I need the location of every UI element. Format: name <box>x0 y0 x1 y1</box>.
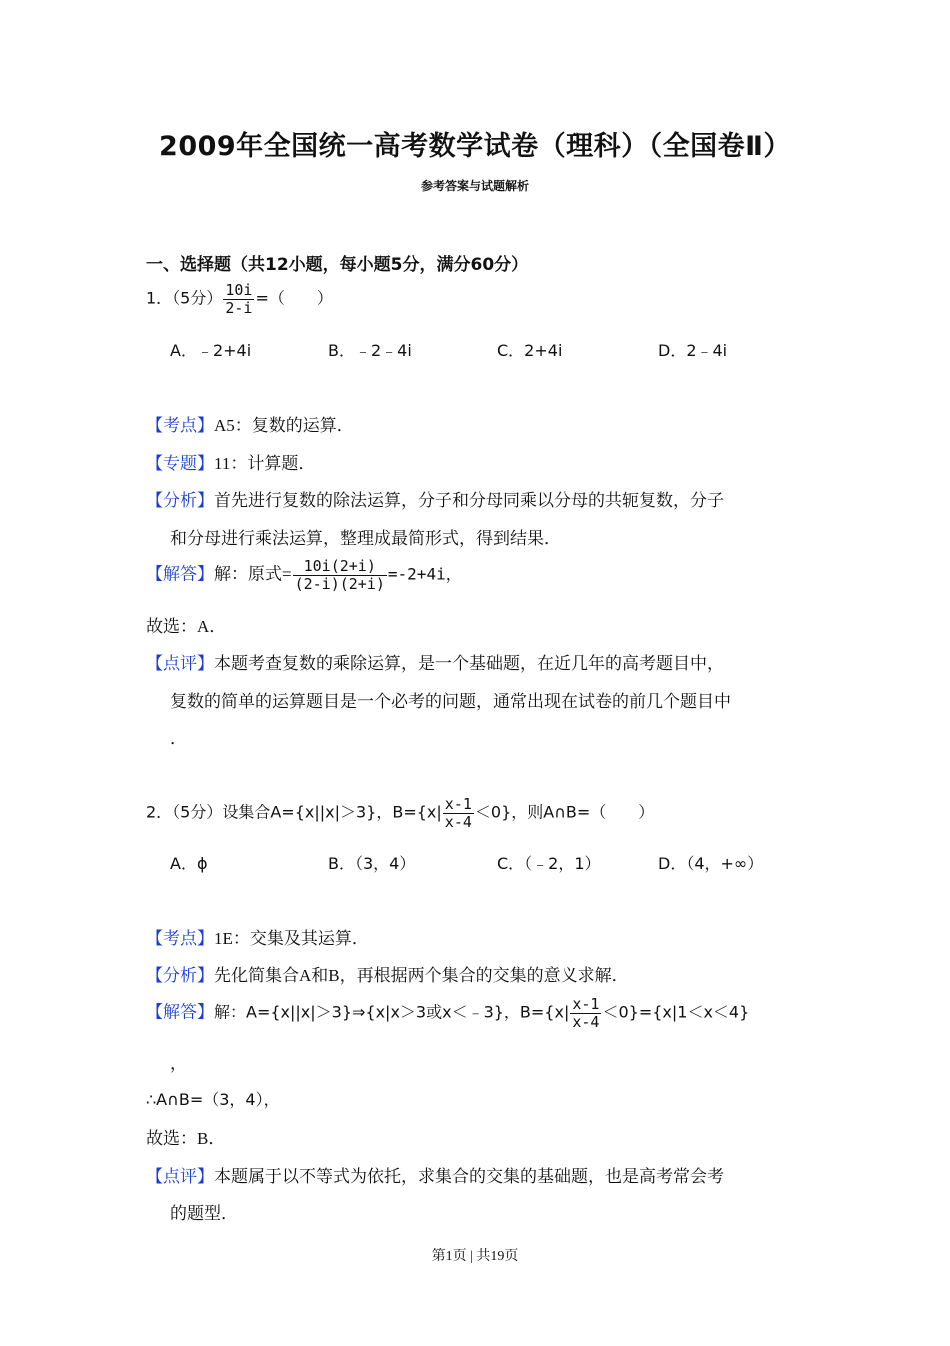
q2-jieda-fraction-den: x-4 <box>572 1013 600 1031</box>
q1-jieda-fraction-den: (2-i)(2+i) <box>294 575 385 593</box>
question-2-fraction-num: x-1 <box>444 795 472 813</box>
question-2-suffix: ＜0}，则A∩B=（ ） <box>474 802 655 822</box>
page-footer: 第1页 | 共19页 <box>431 1249 519 1264</box>
q1-kaodian-text: A5：复数的运算． <box>214 416 354 435</box>
q2-jieda-suffix: ＜0}={x|1＜x＜4} <box>602 1002 750 1022</box>
q1-fenxi-line-1: 首先进行复数的除法运算，分子和分母同乘以分母的共轭复数，分子 <box>214 491 724 510</box>
question-1-option-c: C．2+4i <box>497 341 563 360</box>
q2-fenxi-text: 先化简集合A和B，再根据两个集合的交集的意义求解． <box>214 966 629 985</box>
question-2-fraction <box>443 796 474 831</box>
q1-kaodian <box>146 411 354 436</box>
question-1-prefix: 1．（5分） <box>146 288 223 308</box>
question-1-fraction-num: 10i <box>225 281 253 299</box>
q1-jieda <box>146 558 462 593</box>
question-2-fraction-den: x-4 <box>444 813 472 831</box>
q1-dianping-tag: 【点评】 <box>146 654 214 673</box>
page-subtitle: 参考答案与试题解析 <box>420 179 529 193</box>
q2-fenxi-tag: 【分析】 <box>146 966 214 985</box>
q2-dianping-line-2: 的题型． <box>170 1204 238 1223</box>
q1-jieda-suffix: =-2+4i， <box>387 564 462 584</box>
question-1-suffix: =（ ） <box>255 288 333 308</box>
section-heading: 一、选择题（共12小题，每小题5分，满分60分） <box>146 255 529 275</box>
q1-jieda-tag: 【解答】 <box>146 564 214 584</box>
q2-jieda-tag: 【解答】 <box>146 1002 214 1022</box>
q2-dianping <box>146 1162 724 1187</box>
q1-jieda-fraction-num: 10i(2+i) <box>293 558 387 576</box>
question-2-prefix: 2．（5分）设集合A={x||x|＞3}，B={x| <box>146 802 442 822</box>
question-2-option-d: D．（4，+∞） <box>658 854 764 873</box>
q1-jieda-fraction <box>293 558 387 593</box>
q1-fenxi <box>146 486 724 511</box>
question-2-option-c: C．（﹣2，1） <box>497 854 601 873</box>
q1-zhuanti <box>146 449 315 474</box>
question-1-fraction-den: 2-i <box>225 299 253 317</box>
q2-kaodian-tag: 【考点】 <box>146 929 214 948</box>
question-1-stem <box>146 282 333 317</box>
q2-jieda-fraction-num: x-1 <box>572 995 600 1013</box>
page-title: 2009年全国统一高考数学试卷（理科）（全国卷Ⅱ） <box>159 131 791 162</box>
q2-guxuan: 故选：B． <box>146 1129 226 1148</box>
question-1-option-a: A．﹣2+4i <box>170 341 252 360</box>
q1-dianping-line-1: 本题考查复数的乘除运算，是一个基础题，在近几年的高考题目中， <box>214 654 724 673</box>
q2-jieda-fraction <box>570 996 601 1031</box>
q2-dianping-line-1: 本题属于以不等式为依托，求集合的交集的基础题，也是高考常会考 <box>214 1167 724 1186</box>
q1-dianping <box>146 649 724 674</box>
question-1-option-d: D．2﹣4i <box>658 341 728 360</box>
q2-jieda <box>146 996 749 1031</box>
q1-kaodian-tag: 【考点】 <box>146 416 214 435</box>
q1-fenxi-line-2: 和分母进行乘法运算，整理成最简形式，得到结果． <box>170 529 561 548</box>
q1-zhuanti-tag: 【专题】 <box>146 454 214 473</box>
q1-zhuanti-text: 11：计算题． <box>214 454 316 473</box>
question-1-fraction <box>223 282 254 317</box>
question-2-option-b: B．（3，4） <box>328 854 416 873</box>
q1-fenxi-tag: 【分析】 <box>146 491 214 510</box>
q1-dianping-line-2: 复数的简单的运算题目是一个必考的问题，通常出现在试卷的前几个题目中 <box>170 692 731 711</box>
q2-therefore: ∴A∩B=（3，4）， <box>146 1090 280 1109</box>
q2-jieda-comma: ， <box>170 1054 187 1073</box>
q1-jieda-prefix: 解：原式= <box>214 564 292 584</box>
question-1-option-b: B．﹣2﹣4i <box>328 341 412 360</box>
q2-dianping-tag: 【点评】 <box>146 1167 214 1186</box>
q2-kaodian-text: 1E：交集及其运算． <box>214 929 369 948</box>
q2-kaodian <box>146 924 369 949</box>
q2-jieda-prefix: 解：A={x||x|＞3}⇒{x|x＞3或x＜﹣3}，B={x| <box>214 1002 570 1022</box>
q1-guxuan: 故选：A． <box>146 617 227 636</box>
question-2-stem <box>146 796 654 831</box>
q1-dianping-line-3: ． <box>170 729 187 748</box>
question-2-option-a: A．ϕ <box>170 854 208 873</box>
q2-fenxi <box>146 961 629 986</box>
